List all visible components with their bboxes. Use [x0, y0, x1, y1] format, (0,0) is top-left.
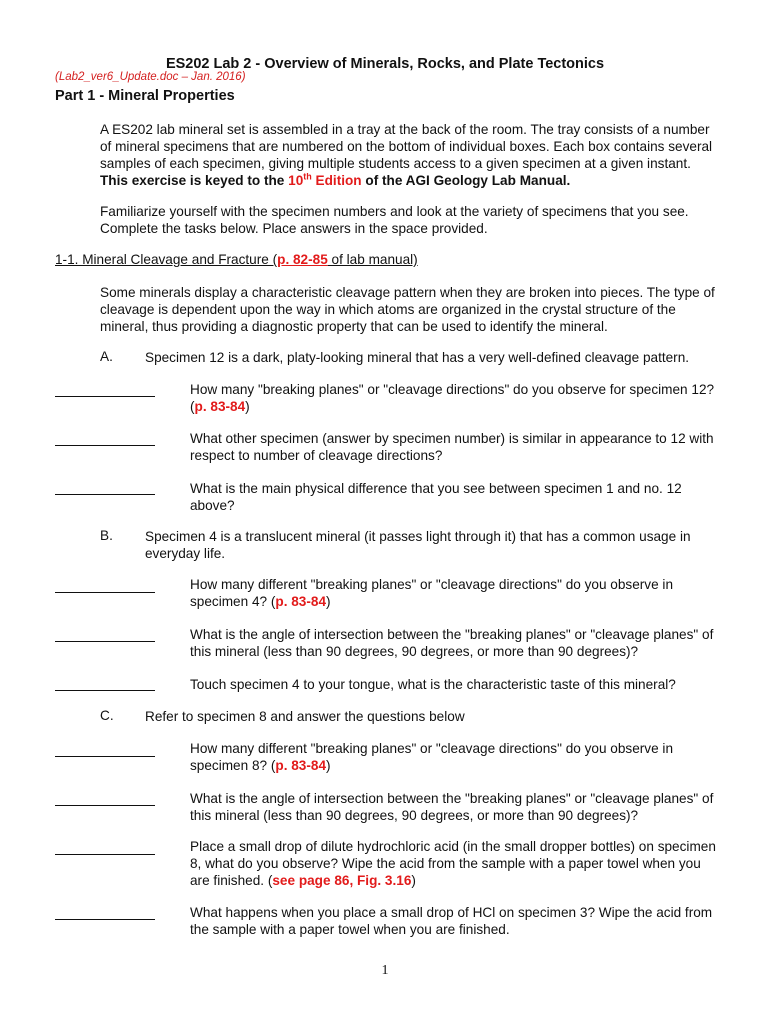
- intro-bold-b: of the AGI Geology Lab Manual.: [361, 173, 571, 188]
- question-end: ): [411, 873, 416, 888]
- question-text: What is the angle of intersection between the "breaking planes" or "cleavage planes" of this mineral (less than 90 degrees, 90 degrees, or more than 90 degrees)?: [190, 627, 714, 659]
- edition-superscript: th: [303, 171, 312, 182]
- question-end: ): [245, 399, 250, 414]
- answer-blank[interactable]: [55, 592, 155, 593]
- answer-blank[interactable]: [55, 805, 155, 806]
- question-text: [190, 838, 720, 889]
- section-heading: [55, 251, 418, 268]
- answer-blank[interactable]: [55, 756, 155, 757]
- question-page-ref: p. 83-84: [275, 594, 327, 609]
- question-body: How many different "breaking planes" or "cleavage directions" do you observe in specimen 4? (: [190, 577, 674, 609]
- document-title: ES202 Lab 2 - Overview of Minerals, Rocks, and Plate Tectonics: [165, 56, 605, 72]
- intro-text: A ES202 lab mineral set is assembled in a tray at the back of the room. The tray consists of a number of mineral specimens that are numbered on the bottom of individual boxes. Each box contains several samples of each specimen, giving multiple students access to a given specimen at a given instant.: [100, 122, 713, 171]
- question-text: [190, 576, 720, 610]
- answer-blank[interactable]: [55, 641, 155, 642]
- section-description: Some minerals display a characteristic cleavage pattern when they are broken into pieces. The type of cleavage is dependent upon the way in which atoms are organized in the crystal structure of the mineral, thus providing a diagnostic property that can be used to identify the mineral.: [100, 285, 715, 334]
- question-page-ref: see page 86, Fig. 3.16: [272, 873, 412, 888]
- group-text-c: Refer to specimen 8 and answer the questions below: [145, 709, 465, 724]
- answer-blank[interactable]: [55, 919, 155, 920]
- section-label: 1-1. Mineral Cleavage and Fracture (: [55, 252, 278, 267]
- document-subtitle: (Lab2_ver6_Update.doc – Jan. 2016): [55, 71, 246, 83]
- group-text-a: Specimen 12 is a dark, platy-looking mineral that has a very well-defined cleavage pattern.: [145, 350, 690, 365]
- edition-word: Edition: [311, 173, 362, 188]
- intro-bold-a: This exercise is keyed to the: [100, 173, 289, 188]
- question-text: [190, 740, 720, 774]
- section-label-end: of lab manual): [327, 252, 418, 267]
- instructions-paragraph: Familiarize yourself with the specimen numbers and look at the variety of specimens that you see. Complete the tasks below. Place answers in the space provided.: [100, 204, 689, 236]
- group-text-b: Specimen 4 is a translucent mineral (it passes light through it) that has a common usage in everyday life.: [145, 529, 691, 561]
- answer-blank[interactable]: [55, 396, 155, 397]
- question-body: Place a small drop of dilute hydrochloric acid (in the small dropper bottles) on specimen 8, what do you observe? Wipe the acid from the sample with a paper towel when you are finished. (: [190, 839, 716, 888]
- edition-number: 10: [288, 173, 304, 188]
- question-text: What happens when you place a small drop of HCl on specimen 3? Wipe the acid from the sample with a paper towel when you are finished.: [190, 905, 713, 937]
- part-heading: Part 1 - Mineral Properties: [55, 88, 235, 104]
- question-text: [190, 381, 720, 415]
- question-page-ref: p. 83-84: [275, 758, 327, 773]
- answer-blank[interactable]: [55, 445, 155, 446]
- question-end: ): [326, 594, 331, 609]
- question-text: What is the main physical difference that you see between specimen 1 and no. 12 above?: [190, 481, 682, 513]
- answer-blank[interactable]: [55, 690, 155, 691]
- group-letter-c: C.: [100, 708, 114, 723]
- question-text: What other specimen (answer by specimen number) is similar in appearance to 12 with respect to number of cleavage directions?: [190, 431, 714, 463]
- question-text: Touch specimen 4 to your tongue, what is the characteristic taste of this mineral?: [190, 677, 676, 692]
- page-number: 1: [381, 963, 389, 978]
- question-body: How many "breaking planes" or "cleavage directions" do you observe for specimen 12? (: [190, 382, 715, 414]
- answer-blank[interactable]: [55, 494, 155, 495]
- section-page-ref: p. 82-85: [277, 252, 328, 267]
- group-letter-a: A.: [100, 349, 113, 364]
- question-end: ): [326, 758, 331, 773]
- answer-blank[interactable]: [55, 854, 155, 855]
- question-body: How many different "breaking planes" or "cleavage directions" do you observe in specimen 8? (: [190, 741, 674, 773]
- question-page-ref: p. 83-84: [194, 399, 246, 414]
- question-text: What is the angle of intersection between the "breaking planes" or "cleavage planes" of this mineral (less than 90 degrees, 90 degrees, or more than 90 degrees)?: [190, 791, 714, 823]
- group-letter-b: B.: [100, 528, 113, 543]
- intro-paragraph: [100, 121, 720, 189]
